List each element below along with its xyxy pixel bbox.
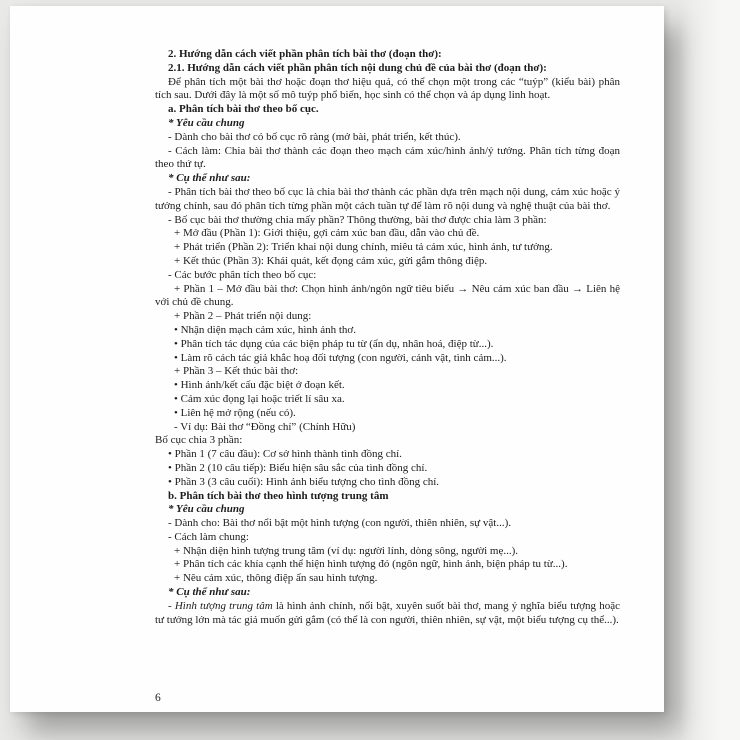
- paragraph: - Phân tích bài thơ theo bố cục là chia bài thơ thành các phần dựa trên mạch nội dung, cảm xúc hoặc ý tưởng chính, sau đó phân tích từng phần một cách tuần tự để làm rõ nội dung và nghệ thuật của bài thơ.: [155, 185, 620, 212]
- paragraph: - Cách làm: Chia bài thơ thành các đoạn theo mạch cảm xúc/hình ảnh/ý tưởng. Phân tích từng đoạn theo thứ tự.: [155, 144, 620, 171]
- paragraph: + Phân tích các khía cạnh thể hiện hình tượng đó (ngôn ngữ, hình ảnh, biện pháp tu từ...).: [174, 558, 568, 571]
- text-run: -: [168, 599, 175, 612]
- page-content: [155, 48, 620, 627]
- book-page: [10, 6, 664, 712]
- paragraph: • Nhận diện mạch cảm xúc, hình ảnh thơ.: [174, 323, 356, 336]
- text-run: là hình ảnh chính, nổi bật, xuyên suốt bài thơ, mang ý nghĩa biểu tượng hoặc tư tưởng lớn mà tác giả muốn gửi gắm (có thể là con người, thiên nhiên, sự vật, một biểu tượng cụ thể...).: [155, 599, 620, 626]
- paragraph: • Liên hệ mở rộng (nếu có).: [174, 406, 296, 419]
- paragraph: * Cụ thể như sau:: [168, 172, 251, 185]
- paragraph: 2. Hướng dẫn cách viết phần phân tích bài thơ (đoạn thơ):: [168, 48, 442, 60]
- paragraph: + Mở đầu (Phần 1): Giới thiệu, gợi cảm xúc ban đầu, dẫn vào chủ đề.: [174, 227, 480, 240]
- page-number: 6: [155, 692, 161, 704]
- paragraph: - Bố cục bài thơ thường chia mấy phần? Thông thường, bài thơ được chia làm 3 phần:: [168, 213, 547, 226]
- paragraph: + Nhận diện hình tượng trung tâm (ví dụ: người lính, dòng sông, người mẹ...).: [174, 544, 519, 557]
- paragraph: • Cảm xúc đọng lại hoặc triết lí sâu xa.: [174, 392, 345, 405]
- paragraph: + Phần 3 – Kết thúc bài thơ:: [174, 365, 299, 378]
- paragraph: - Các bước phân tích theo bố cục:: [168, 268, 317, 281]
- paragraph: • Làm rõ cách tác giả khắc hoạ đối tượng (con người, cảnh vật, tình cảm...).: [174, 351, 507, 364]
- paragraph: • Phân tích tác dụng của các biện pháp tu từ (ẩn dụ, nhân hoá, điệp từ...).: [174, 337, 494, 350]
- paragraph: + Phát triển (Phần 2): Triển khai nội dung chính, miêu tả cảm xúc, hình ảnh, tư tưởng.: [174, 241, 553, 254]
- paragraph: * Yêu cầu chung: [168, 503, 245, 516]
- paragraph: - Ví dụ: Bài thơ “Đồng chí” (Chính Hữu): [174, 420, 356, 433]
- paragraph: 2.1. Hướng dẫn cách viết phần phân tích nội dung chủ đề của bài thơ (đoạn thơ):: [168, 61, 547, 74]
- paragraph: + Phần 1 – Mở đầu bài thơ: Chọn hình ảnh/ngôn ngữ tiêu biểu → Nêu cảm xúc ban đầu → Liên hệ với chủ đề chung.: [155, 282, 620, 309]
- paragraph: + Phần 2 – Phát triển nội dung:: [174, 310, 312, 323]
- paragraph: - Dành cho bài thơ có bố cục rõ ràng (mở bài, phát triển, kết thúc).: [168, 130, 461, 143]
- paragraph: • Hình ảnh/kết cấu đặc biệt ở đoạn kết.: [174, 379, 345, 392]
- paragraph: - Dành cho: Bài thơ nổi bật một hình tượng (con người, thiên nhiên, sự vật...).: [168, 517, 511, 530]
- paragraph: b. Phân tích bài thơ theo hình tượng trung tâm: [168, 489, 389, 502]
- paragraph: Để phân tích một bài thơ hoặc đoạn thơ hiệu quả, có thể chọn một trong các “tuýp” (kiểu bài) phân tích sau. Dưới đây là một số mô tuýp phổ biến, học sinh có thể chọn và áp dụng linh hoạt.: [155, 75, 620, 102]
- paragraph: [155, 600, 620, 628]
- paragraph: Bố cục chia 3 phần:: [155, 434, 243, 447]
- paragraph: * Yêu cầu chung: [168, 116, 245, 129]
- paragraph: + Kết thúc (Phần 3): Khái quát, kết đọng cảm xúc, gửi gắm thông điệp.: [174, 254, 488, 267]
- photo-edge-shadow: [680, 0, 740, 740]
- paragraph: + Nêu cảm xúc, thông điệp ẩn sau hình tượng.: [174, 572, 378, 585]
- italic-term: Hình tượng trung tâm: [174, 599, 273, 612]
- paragraph: - Cách làm chung:: [168, 530, 249, 543]
- paragraph: • Phần 1 (7 câu đầu): Cơ sở hình thành tình đồng chí.: [168, 448, 402, 461]
- paragraph: • Phần 3 (3 câu cuối): Hình ảnh biểu tượng cho tình đồng chí.: [168, 475, 440, 488]
- paragraph: * Cụ thể như sau:: [168, 586, 251, 599]
- paragraph: a. Phân tích bài thơ theo bố cục.: [168, 103, 319, 116]
- paragraph: • Phần 2 (10 câu tiếp): Biểu hiện sâu sắc của tình đồng chí.: [168, 461, 428, 474]
